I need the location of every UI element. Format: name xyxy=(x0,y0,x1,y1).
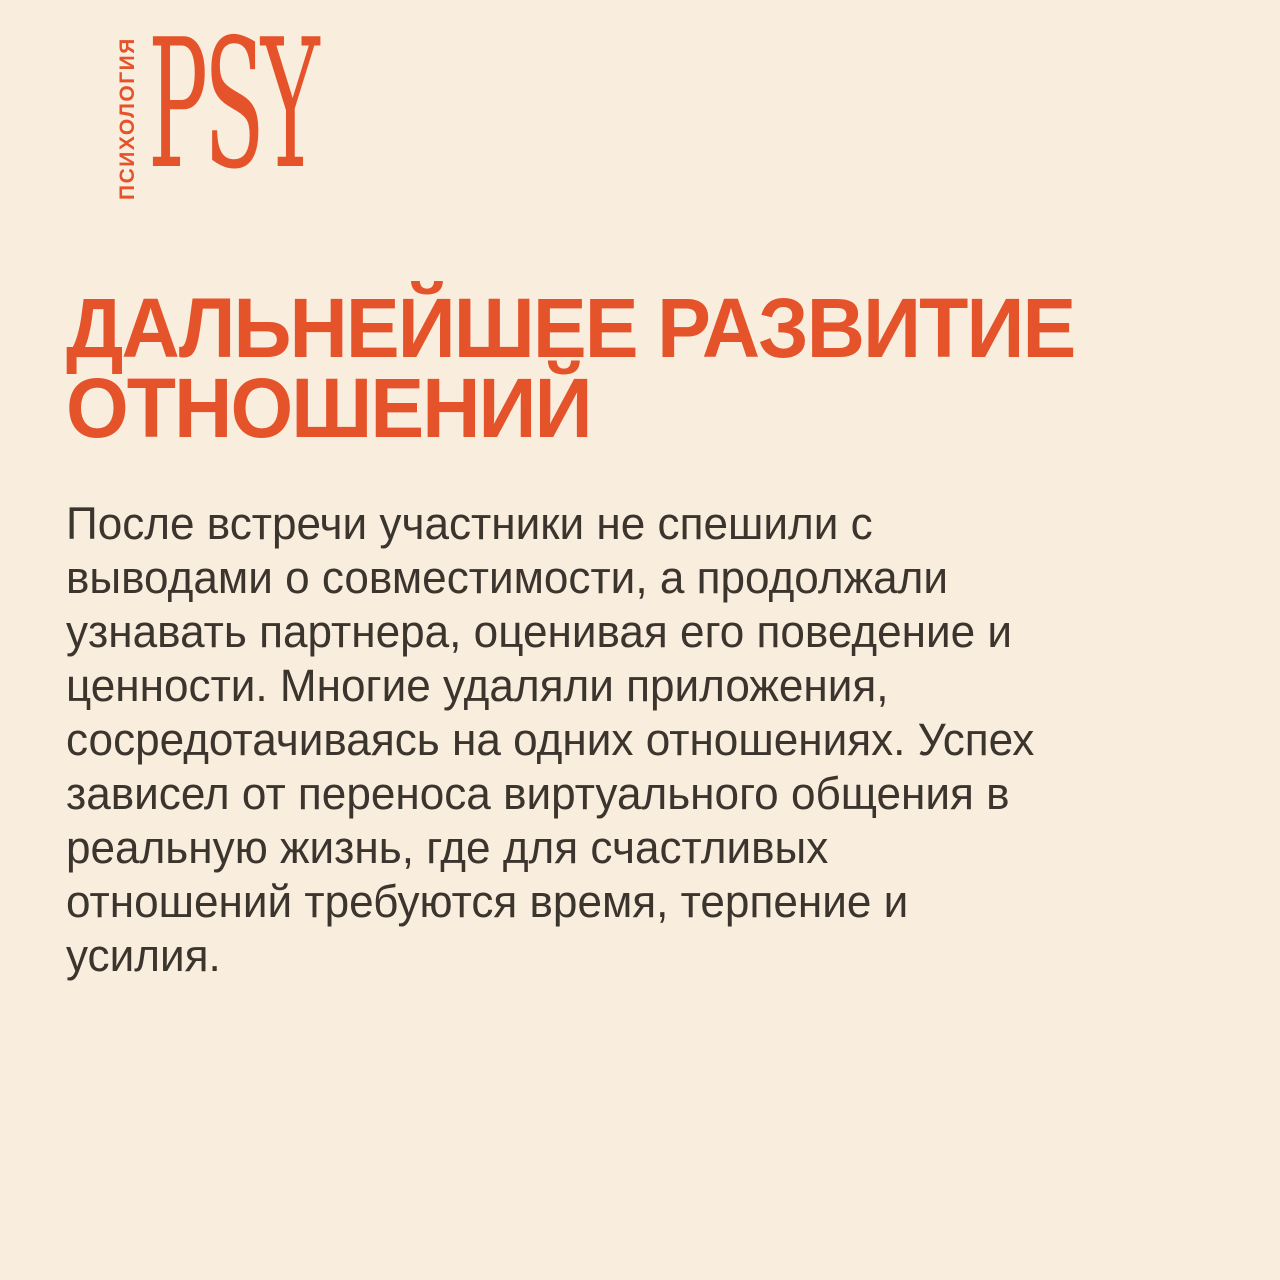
body-text-line: сосредотачиваясь на одних отношениях. Успех xyxy=(66,714,1035,765)
psy-logo-vertical-label: ПСИХОЛОГИЯ xyxy=(116,37,139,200)
body-text-line: отношений требуются время, терпение и xyxy=(66,876,909,927)
body-text xyxy=(66,497,1034,983)
body-text-line: После встречи участники не спешили с xyxy=(66,498,873,549)
body-text-line: усилия. xyxy=(66,930,221,981)
page-title-line-2: ОТНОШЕНИЙ xyxy=(66,361,591,455)
page-title xyxy=(66,281,1075,455)
body-text-line: ценности. Многие удаляли приложения, xyxy=(66,660,889,711)
body-text-line: узнавать партнера, оценивая его поведение и xyxy=(66,606,1013,657)
body-text-line: зависел от переноса виртуального общения в xyxy=(66,768,1010,819)
body-text-line: выводами о совместимости, а продолжали xyxy=(66,552,948,603)
page-title-line-1: ДАЛЬНЕЙШЕЕ РАЗВИТИЕ xyxy=(66,281,1075,375)
psy-logo xyxy=(58,1,316,208)
psy-logo-wordmark: PSY xyxy=(148,1,316,208)
body-text-line: реальную жизнь, где для счастливых xyxy=(66,822,829,873)
